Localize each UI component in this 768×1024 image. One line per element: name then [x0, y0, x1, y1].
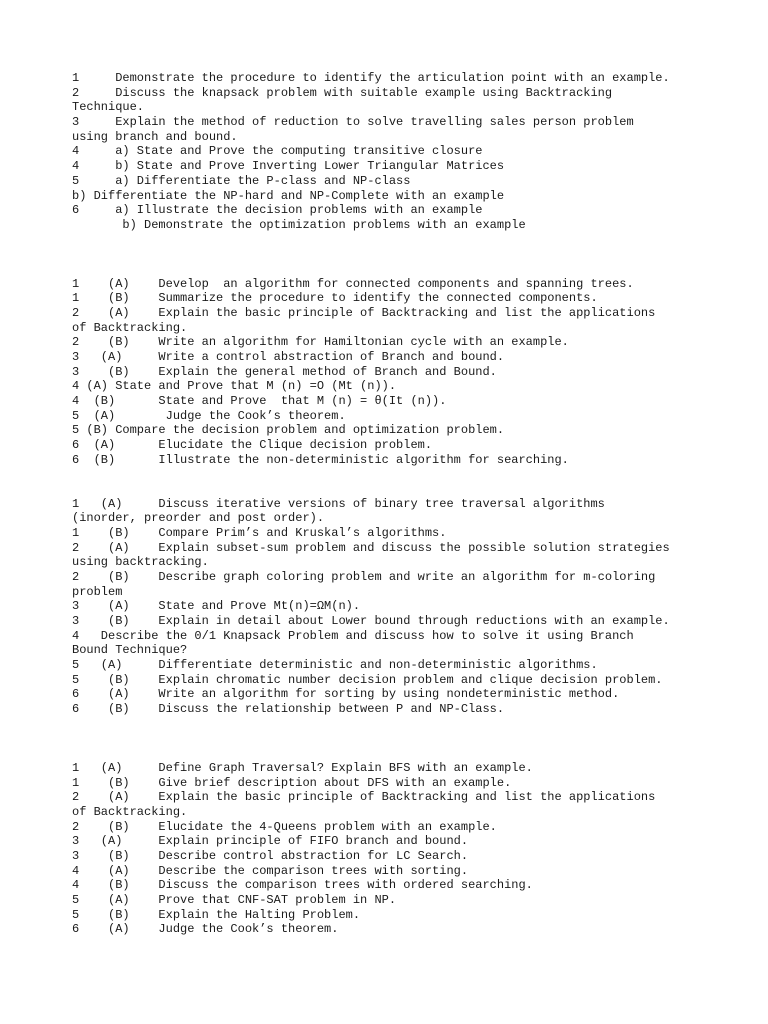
question-line: 3 (A) Write a control abstraction of Branch and bound.: [72, 350, 505, 364]
question-line: 6 a) Illustrate the decision problems with an example: [72, 203, 483, 218]
question-line: 1 (B) Summarize the procedure to identify the connected components.: [72, 291, 598, 306]
question-line: 5 (A) Prove that CNF-SAT problem in NP.: [72, 893, 397, 907]
question-line: (inorder, preorder and post order).: [72, 511, 325, 526]
question-line: of Backtracking.: [72, 320, 188, 335]
question-section-3: [72, 497, 712, 717]
question-line: 1 (A) Define Graph Traversal? Explain BFS with an example.: [72, 760, 533, 775]
section-gap: [72, 717, 712, 761]
question-line: 3 (B) Explain the general method of Branch and Bound.: [72, 364, 497, 379]
question-line: 5 (B) Explain the Halting Problem.: [72, 907, 361, 922]
document-page: [72, 71, 712, 937]
question-line: 2 Discuss the knapsack problem with suitable example using Backtracking: [72, 85, 613, 100]
question-line: 2 (B) Write an algorithm for Hamiltonian cycle with an example.: [72, 335, 569, 350]
question-line: 4 Describe the 0/1 Knapsack Problem and discuss how to solve it using Branch: [72, 628, 634, 643]
question-line: 1 (A) Discuss iterative versions of binary tree traversal algorithms: [72, 496, 605, 511]
question-line: 1 (B) Compare Prim’s and Kruskal’s algorithms.: [72, 525, 447, 540]
question-line: 6 (A) Write an algorithm for sorting by using nondeterministic method.: [72, 687, 620, 702]
question-line: 4 b) State and Prove Inverting Lower Triangular Matrices: [72, 159, 505, 174]
question-line: 4 (A) Describe the comparison trees with sorting.: [72, 863, 469, 878]
question-line: 3 (A) State and Prove Mt(n)=ΩM(n).: [72, 599, 361, 614]
question-line: 2 (A) Explain the basic principle of Backtracking and list the applications: [72, 305, 656, 320]
question-line: 6 (A) Elucidate the Clique decision problem.: [72, 438, 433, 453]
question-line: problem: [72, 584, 123, 599]
question-line: 2 (B) Describe graph coloring problem and write an algorithm for m-coloring: [72, 569, 656, 584]
question-section-1: [72, 71, 712, 233]
question-line: 5 (A) Differentiate deterministic and non-deterministic algorithms.: [72, 658, 598, 673]
question-line: 6 (B) Illustrate the non-deterministic algorithm for searching.: [72, 452, 569, 467]
question-line: 4 (B) Discuss the comparison trees with ordered searching.: [72, 878, 533, 893]
question-line: 3 (A) Explain principle of FIFO branch and bound.: [72, 834, 469, 849]
question-section-4: [72, 761, 712, 937]
section-gap: [72, 233, 712, 277]
question-line: Bound Technique?: [72, 643, 188, 658]
question-line: 2 (B) Elucidate the 4-Queens problem with an example.: [72, 819, 497, 834]
question-line: 5 (A) Judge the Cook’s theorem.: [72, 408, 346, 423]
question-line: 6 (B) Discuss the relationship between P and NP-Class.: [72, 702, 505, 717]
section-gap: [72, 468, 712, 497]
question-line: 5 (B) Compare the decision problem and optimization problem.: [72, 423, 505, 438]
question-line: 1 (B) Give brief description about DFS with an example.: [72, 775, 512, 790]
question-line: 3 (B) Explain in detail about Lower bound through reductions with an example.: [72, 614, 670, 628]
question-line: of Backtracking.: [72, 804, 188, 819]
question-line: using branch and bound.: [72, 129, 238, 144]
question-line: 6 (A) Judge the Cook’s theorem.: [72, 922, 339, 937]
question-line: 3 (B) Describe control abstraction for LC Search.: [72, 848, 469, 863]
question-line: 3 Explain the method of reduction to solve travelling sales person problem: [72, 115, 634, 130]
question-line: b) Demonstrate the optimization problems with an example: [72, 217, 526, 232]
question-line: 2 (A) Explain the basic principle of Backtracking and list the applications: [72, 790, 656, 805]
question-line: 2 (A) Explain subset-sum problem and discuss the possible solution strategies: [72, 540, 670, 555]
question-line: using backtracking.: [72, 555, 209, 570]
question-line: 5 (B) Explain chromatic number decision problem and clique decision problem.: [72, 672, 663, 687]
question-line: 1 Demonstrate the procedure to identify the articulation point with an example.: [72, 71, 670, 85]
question-line: Technique.: [72, 100, 145, 115]
question-line: b) Differentiate the NP-hard and NP-Complete with an example: [72, 188, 505, 203]
question-line: 4 a) State and Prove the computing transitive closure: [72, 144, 483, 159]
question-line: 5 a) Differentiate the P-class and NP-class: [72, 173, 411, 188]
question-section-2: [72, 277, 712, 468]
question-line: 1 (A) Develop an algorithm for connected components and spanning trees.: [72, 276, 634, 291]
question-line: 4 (A) State and Prove that M (n) =O (Mt (n)).: [72, 379, 397, 394]
question-line: 4 (B) State and Prove that M (n) = θ(It (n)).: [72, 394, 447, 409]
